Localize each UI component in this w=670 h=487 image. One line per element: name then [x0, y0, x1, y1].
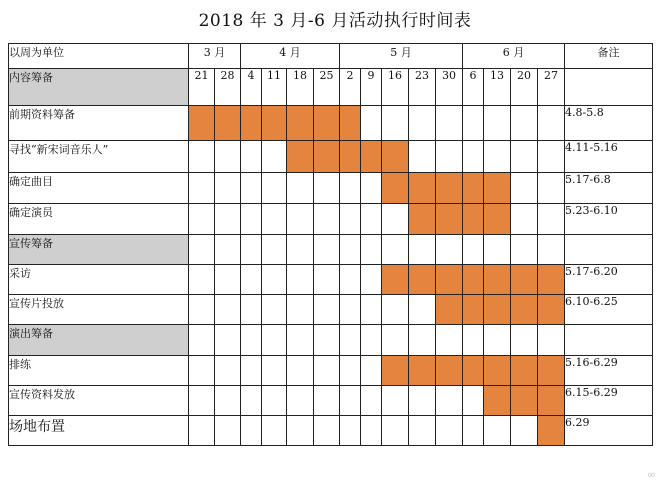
gantt-bar-cell [340, 106, 361, 141]
gantt-cell [340, 173, 361, 204]
gantt-cell [189, 325, 215, 356]
gantt-bar-cell [436, 356, 463, 386]
gantt-cell [287, 416, 314, 446]
gantt-cell [314, 235, 340, 265]
gantt-cell [340, 295, 361, 325]
gantt-bar-cell [436, 204, 463, 235]
gantt-cell [361, 235, 382, 265]
gantt-cell [409, 235, 436, 265]
date-range-note: 4.11-5.16 [565, 141, 653, 173]
gantt-bar-cell [463, 173, 484, 204]
gantt-bar-cell [436, 173, 463, 204]
task-row [9, 356, 653, 386]
date-range-note: 5.17-6.8 [565, 173, 653, 204]
task-label: 场地布置 [9, 416, 189, 446]
date-range-note [565, 325, 653, 356]
week-label: 4 [241, 69, 262, 106]
task-row [9, 386, 653, 416]
gantt-cell [361, 386, 382, 416]
week-label: 25 [314, 69, 340, 106]
gantt-cell [409, 141, 436, 173]
gantt-cell [262, 204, 287, 235]
task-label: 宣传片投放 [9, 295, 189, 325]
gantt-cell [262, 356, 287, 386]
gantt-bar-cell [463, 295, 484, 325]
gantt-cell [340, 265, 361, 295]
gantt-cell [215, 416, 241, 446]
date-range-note: 6.29 [565, 416, 653, 446]
gantt-cell [189, 295, 215, 325]
task-row [9, 295, 653, 325]
gantt-cell [215, 235, 241, 265]
gantt-bar-cell [262, 106, 287, 141]
week-label: 27 [538, 69, 565, 106]
gantt-cell [340, 386, 361, 416]
gantt-cell [382, 235, 409, 265]
gantt-cell [189, 265, 215, 295]
gantt-cell [287, 173, 314, 204]
gantt-bar-cell [484, 295, 511, 325]
gantt-cell [241, 265, 262, 295]
gantt-bar-cell [314, 106, 340, 141]
gantt-cell [511, 325, 538, 356]
gantt-cell [314, 295, 340, 325]
gantt-bar-cell [409, 265, 436, 295]
gantt-cell [511, 106, 538, 141]
gantt-bar-cell [287, 106, 314, 141]
gantt-cell [361, 325, 382, 356]
gantt-cell [189, 386, 215, 416]
gantt-bar-cell [382, 141, 409, 173]
gantt-cell [262, 235, 287, 265]
gantt-bar-cell [484, 356, 511, 386]
gantt-cell [314, 325, 340, 356]
period-label: 以周为单位 [9, 44, 189, 69]
gantt-cell [241, 325, 262, 356]
gantt-cell [287, 325, 314, 356]
gantt-cell [463, 325, 484, 356]
gantt-cell [340, 356, 361, 386]
gantt-bar-cell [463, 204, 484, 235]
gantt-cell [538, 325, 565, 356]
gantt-bar-cell [538, 356, 565, 386]
gantt-cell [538, 141, 565, 173]
week-label: 2 [340, 69, 361, 106]
week-label: 28 [215, 69, 241, 106]
gantt-bar-cell [511, 386, 538, 416]
gantt-cell [215, 204, 241, 235]
task-label: 确定曲目 [9, 173, 189, 204]
month-label: 6 月 [463, 44, 565, 69]
gantt-cell [241, 141, 262, 173]
gantt-cell [262, 295, 287, 325]
gantt-cell [409, 386, 436, 416]
gantt-cell [262, 386, 287, 416]
gantt-cell [215, 141, 241, 173]
gantt-bar-cell [538, 386, 565, 416]
month-header-row [9, 44, 653, 69]
week-header-row [9, 69, 653, 106]
gantt-cell [215, 265, 241, 295]
gantt-cell [215, 173, 241, 204]
gantt-bar-cell [511, 265, 538, 295]
gantt-bar-cell [287, 141, 314, 173]
task-row [9, 204, 653, 235]
gantt-cell [409, 325, 436, 356]
gantt-cell [262, 416, 287, 446]
gantt-cell [241, 235, 262, 265]
task-row [9, 106, 653, 141]
gantt-bar-cell [382, 173, 409, 204]
section-row [9, 235, 653, 265]
gantt-cell [215, 295, 241, 325]
gantt-cell [314, 265, 340, 295]
gantt-bar-cell [484, 204, 511, 235]
watermark: ∞ [646, 468, 656, 481]
week-label: 18 [287, 69, 314, 106]
gantt-cell [287, 204, 314, 235]
gantt-cell [361, 106, 382, 141]
section-label: 内容筹备 [9, 69, 189, 106]
gantt-cell [241, 295, 262, 325]
date-range-note: 5.23-6.10 [565, 204, 653, 235]
gantt-cell [484, 141, 511, 173]
month-label: 3 月 [189, 44, 241, 69]
gantt-bar-cell [436, 295, 463, 325]
date-range-note: 6.15-6.29 [565, 386, 653, 416]
gantt-bar-cell [538, 265, 565, 295]
gantt-cell [409, 416, 436, 446]
task-row [9, 173, 653, 204]
gantt-cell [463, 235, 484, 265]
gantt-cell [361, 265, 382, 295]
gantt-cell [511, 204, 538, 235]
section-label: 宣传筹备 [9, 235, 189, 265]
gantt-bar-cell [189, 106, 215, 141]
date-range-note: 5.17-6.20 [565, 265, 653, 295]
section-label: 演出筹备 [9, 325, 189, 356]
gantt-cell [189, 141, 215, 173]
gantt-cell [484, 235, 511, 265]
gantt-bar-cell [409, 204, 436, 235]
gantt-cell [314, 386, 340, 416]
gantt-cell [361, 295, 382, 325]
gantt-cell [314, 356, 340, 386]
gantt-cell [361, 204, 382, 235]
gantt-cell [511, 235, 538, 265]
month-label: 4 月 [241, 44, 340, 69]
gantt-cell [262, 173, 287, 204]
week-label: 21 [189, 69, 215, 106]
gantt-cell [436, 386, 463, 416]
gantt-cell [463, 141, 484, 173]
gantt-cell [484, 106, 511, 141]
gantt-cell [215, 356, 241, 386]
task-row [9, 416, 653, 446]
gantt-cell [382, 204, 409, 235]
gantt-cell [262, 141, 287, 173]
gantt-bar-cell [409, 356, 436, 386]
gantt-bar-cell [484, 386, 511, 416]
gantt-cell [382, 386, 409, 416]
gantt-cell [340, 204, 361, 235]
gantt-cell [215, 386, 241, 416]
gantt-cell [361, 416, 382, 446]
gantt-table [8, 43, 653, 446]
gantt-cell [189, 356, 215, 386]
gantt-bar-cell [511, 295, 538, 325]
week-label: 9 [361, 69, 382, 106]
date-range-note: 6.10-6.25 [565, 295, 653, 325]
gantt-bar-cell [511, 356, 538, 386]
task-label: 宣传资料发放 [9, 386, 189, 416]
gantt-cell [511, 141, 538, 173]
gantt-cell [409, 295, 436, 325]
gantt-cell [361, 356, 382, 386]
gantt-cell [287, 356, 314, 386]
week-label: 23 [409, 69, 436, 106]
gantt-cell [382, 106, 409, 141]
gantt-cell [538, 204, 565, 235]
gantt-bar-cell [361, 141, 382, 173]
section-row [9, 325, 653, 356]
gantt-cell [436, 141, 463, 173]
gantt-cell [382, 295, 409, 325]
gantt-cell [340, 325, 361, 356]
gantt-bar-cell [215, 106, 241, 141]
task-label: 排练 [9, 356, 189, 386]
gantt-cell [463, 106, 484, 141]
gantt-cell [241, 173, 262, 204]
note-header: 备注 [565, 44, 653, 69]
gantt-cell [538, 235, 565, 265]
gantt-cell [436, 416, 463, 446]
gantt-cell [340, 235, 361, 265]
gantt-bar-cell [241, 106, 262, 141]
gantt-bar-cell [484, 173, 511, 204]
task-row [9, 265, 653, 295]
gantt-cell [189, 235, 215, 265]
task-label: 前期资料筹备 [9, 106, 189, 141]
gantt-cell [361, 173, 382, 204]
task-label: 采访 [9, 265, 189, 295]
gantt-cell [287, 295, 314, 325]
gantt-cell [382, 325, 409, 356]
gantt-cell [189, 173, 215, 204]
gantt-cell [287, 386, 314, 416]
task-row [9, 141, 653, 173]
week-label: 11 [262, 69, 287, 106]
gantt-cell [538, 106, 565, 141]
gantt-cell [314, 416, 340, 446]
gantt-cell [409, 106, 436, 141]
week-label: 13 [484, 69, 511, 106]
gantt-bar-cell [463, 356, 484, 386]
gantt-cell [436, 235, 463, 265]
gantt-bar-cell [314, 141, 340, 173]
task-label: 寻找“新宋词音乐人” [9, 141, 189, 173]
gantt-cell [382, 416, 409, 446]
gantt-bar-cell [538, 295, 565, 325]
gantt-cell [241, 204, 262, 235]
gantt-cell [241, 386, 262, 416]
gantt-cell [241, 356, 262, 386]
task-label: 确定演员 [9, 204, 189, 235]
date-range-note: 4.8-5.8 [565, 106, 653, 141]
gantt-cell [314, 204, 340, 235]
gantt-cell [262, 325, 287, 356]
gantt-cell [314, 173, 340, 204]
gantt-bar-cell [538, 416, 565, 446]
gantt-cell [241, 416, 262, 446]
gantt-cell [340, 416, 361, 446]
gantt-cell [511, 416, 538, 446]
gantt-bar-cell [382, 265, 409, 295]
gantt-bar-cell [382, 356, 409, 386]
gantt-bar-cell [463, 265, 484, 295]
note-cell [565, 69, 653, 106]
gantt-cell [189, 204, 215, 235]
gantt-cell [463, 416, 484, 446]
gantt-bar-cell [409, 173, 436, 204]
gantt-bar-cell [484, 265, 511, 295]
gantt-cell [436, 325, 463, 356]
gantt-cell [484, 325, 511, 356]
gantt-bar-cell [340, 141, 361, 173]
week-label: 6 [463, 69, 484, 106]
gantt-cell [287, 235, 314, 265]
gantt-cell [189, 416, 215, 446]
gantt-cell [262, 265, 287, 295]
gantt-bar-cell [436, 265, 463, 295]
week-label: 16 [382, 69, 409, 106]
gantt-cell [538, 173, 565, 204]
date-range-note: 5.16-6.29 [565, 356, 653, 386]
week-label: 20 [511, 69, 538, 106]
gantt-cell [215, 325, 241, 356]
page-title: 2018 年 3 月-6 月活动执行时间表 [198, 11, 472, 31]
gantt-cell [484, 416, 511, 446]
gantt-cell [287, 265, 314, 295]
month-label: 5 月 [340, 44, 463, 69]
gantt-cell [511, 173, 538, 204]
gantt-cell [463, 386, 484, 416]
date-range-note [565, 235, 653, 265]
gantt-cell [436, 106, 463, 141]
week-label: 30 [436, 69, 463, 106]
